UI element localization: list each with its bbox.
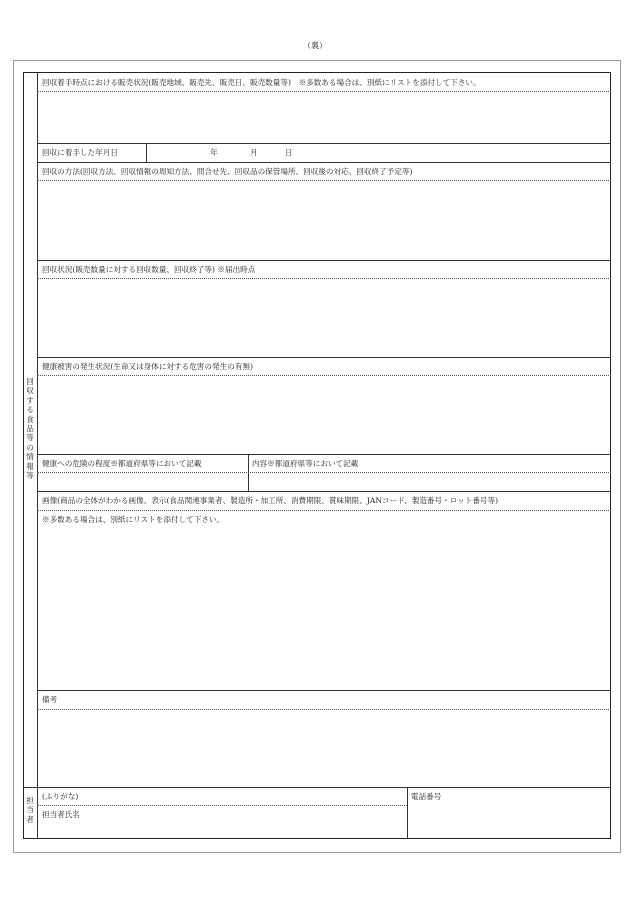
health-damage-label: 健康被害の発生状況(生命又は身体に対する危害の発生の有無) [42,362,253,371]
recovery-status-field[interactable] [38,279,610,356]
risk-level-field[interactable] [38,473,247,490]
images-field[interactable] [38,528,610,689]
row-divider [37,357,611,358]
images-note: ※多数ある場合は、別紙にリストを添付して下さい。 [42,515,225,524]
images-label: 画像(商品の全体がわかる画像、表示(食品関連事業者、製造所・加工所、消費期限、賞味期限、JANコード、製造番号・ロット番号等) [42,496,499,505]
date-year-unit: 年 [210,148,218,157]
remarks-label: 備考 [42,695,58,704]
method-label: 回収の方法(回収方法、回収情報の周知方法、問合せ先、回収品の保管場所、回収後の対応、回収終了予定等) [42,167,413,176]
risk-content-label: 内容※都道府県等において記載 [252,459,359,468]
row-divider [37,162,611,163]
contact-name-label: 担当者氏名 [42,810,80,819]
row-divider [37,491,611,492]
health-damage-field[interactable] [38,376,610,453]
date-month-unit: 月 [250,148,258,157]
contact-name-field[interactable] [90,806,406,838]
sales-status-field[interactable] [38,92,610,142]
row-divider [37,690,611,691]
side-label-contact: 担当者 [26,796,34,824]
page-label: （裏） [303,41,327,50]
method-field[interactable] [38,181,610,259]
phone-label: 電話番号 [411,792,442,801]
dotted-rule [37,510,611,511]
start-date-label: 回収に着手した年月日 [42,148,118,157]
date-day-unit: 日 [285,148,293,157]
risk-level-label: 健康への危険の程度※都道府県等において記載 [42,459,202,468]
sales-status-label: 回収着手時点における販売状況(販売地域、販売先、販売日、販売数量等) ※多数ある場合は、別紙にリストを添付して下さい。 [42,78,481,87]
section-divider [23,787,611,788]
remarks-field[interactable] [38,710,610,786]
row-divider [37,454,611,455]
recovery-status-label: 回収状況(販売数量に対する回収数量、回収終了等) ※届出時点 [42,265,256,274]
risk-content-field[interactable] [249,473,610,490]
side-label-info: 回収する食品等の情報等 [26,377,34,481]
row-divider [37,260,611,261]
furigana-label: (ふりがな) [42,792,79,801]
phone-field[interactable] [408,806,610,838]
